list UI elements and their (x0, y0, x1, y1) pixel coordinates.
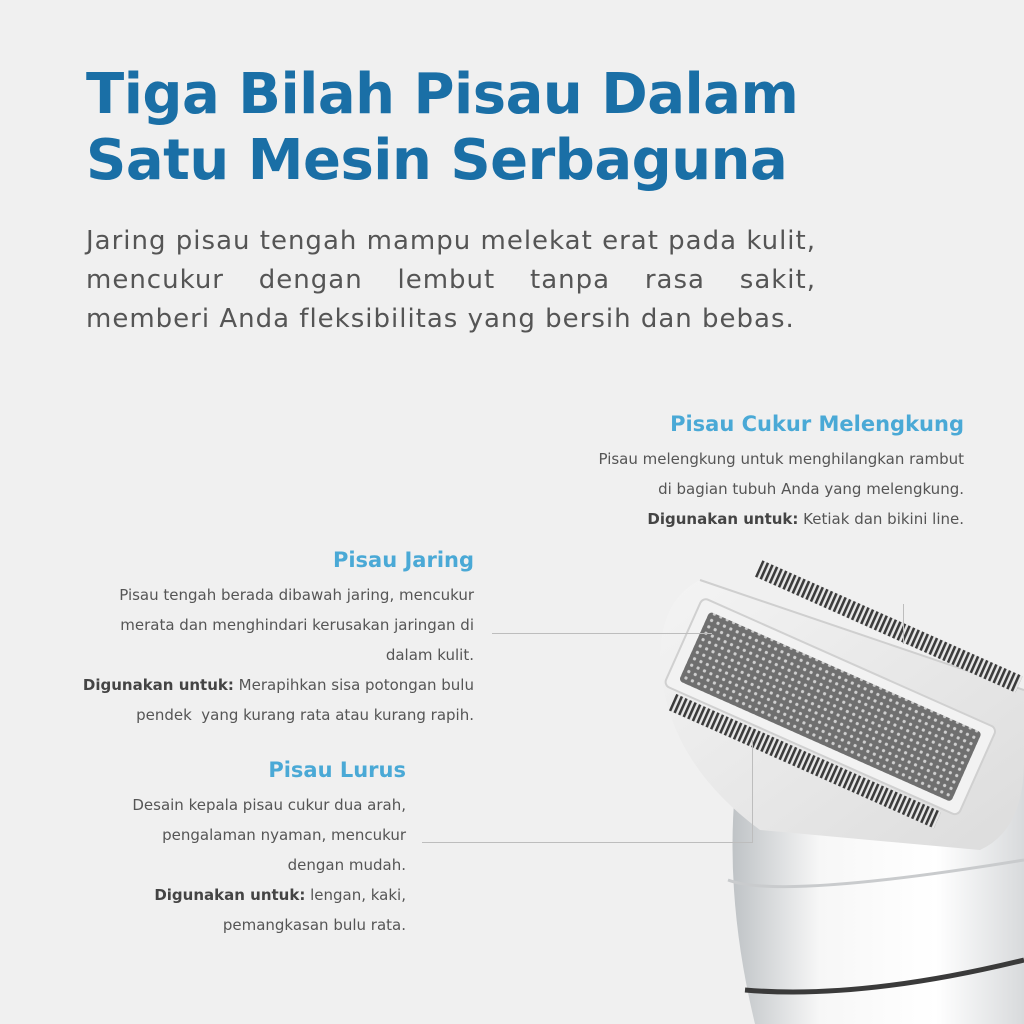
section-line: pengalaman nyaman, mencukur (162, 826, 406, 844)
usage-label: Digunakan untuk: (82, 676, 234, 694)
section-straight-blade (132, 756, 406, 940)
title-line-1: Tiga Bilah Pisau Dalam (86, 62, 799, 127)
section-line: Pisau tengah berada dibawah jaring, mencukur (119, 586, 474, 604)
section-line: di bagian tubuh Anda yang melengkung. (658, 480, 964, 498)
usage-line (83, 670, 474, 700)
usage-label: Digunakan untuk: (154, 886, 306, 904)
leader-line-foil (492, 633, 712, 634)
usage-text: Merapihkan sisa potongan bulu (233, 676, 474, 694)
section-curved-blade (598, 410, 964, 534)
section-line: Pisau melengkung untuk menghilangkan rambut (598, 450, 964, 468)
section-heading: Pisau Cukur Melengkung (670, 412, 964, 436)
usage-line-cont: pendek yang kurang rata atau kurang rapih. (136, 706, 474, 724)
section-line: Desain kepala pisau cukur dua arah, (132, 796, 406, 814)
usage-label: Digunakan untuk: (647, 510, 799, 528)
usage-line-cont: pemangkasan bulu rata. (222, 916, 406, 934)
usage-line (132, 880, 406, 910)
section-line: dalam kulit. (385, 646, 474, 664)
section-foil-blade (83, 546, 474, 730)
usage-text: lengan, kaki, (305, 886, 406, 904)
leader-line-straight-v (752, 740, 753, 843)
usage-text: Ketiak dan bikini line. (798, 510, 964, 528)
section-heading: Pisau Lurus (268, 758, 406, 782)
section-line: dengan mudah. (287, 856, 406, 874)
section-line: merata dan menghindari kerusakan jaringan di (120, 616, 474, 634)
leader-line-straight-h (422, 842, 752, 843)
section-heading: Pisau Jaring (332, 548, 474, 572)
intro-paragraph: Jaring pisau tengah mampu melekat erat pada kulit, mencukur dengan lembut tanpa rasa sakit, memberi Anda fleksibilitas yang bersih dan bebas. (86, 226, 816, 334)
leader-line-curve (903, 604, 904, 644)
title-line-2: Satu Mesin Serbaguna (86, 128, 788, 193)
usage-line (598, 504, 964, 534)
